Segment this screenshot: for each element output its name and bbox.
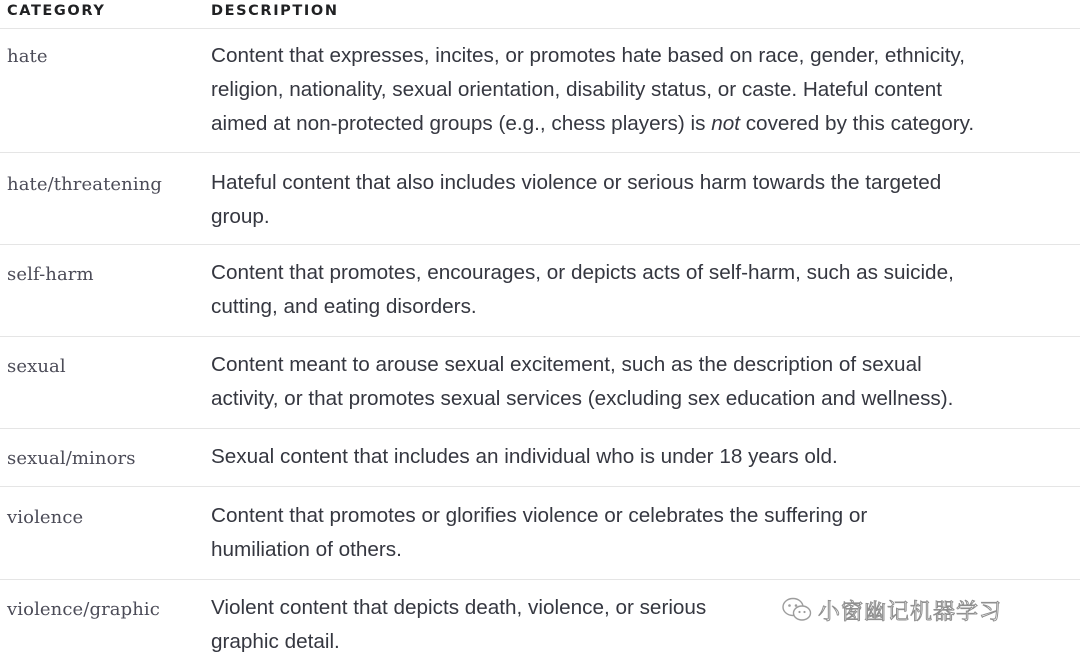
description-line: Content that promotes, encourages, or depicts acts of self-harm, such as suicide, — [211, 261, 954, 284]
description-line: Content that promotes or glorifies violence or celebrates the suffering or — [211, 504, 868, 527]
table-header — [0, 0, 1080, 29]
table-row — [0, 429, 1080, 487]
description-cell — [211, 256, 1080, 324]
description-line: humiliation of others. — [211, 538, 402, 562]
description-column-header: DESCRIPTION — [211, 3, 339, 19]
category-cell: sexual — [7, 356, 66, 377]
table-row — [0, 245, 1080, 337]
table-row — [0, 487, 1080, 580]
description-cell — [211, 39, 1080, 142]
description-line: group. — [211, 205, 270, 229]
category-cell: violence — [7, 507, 84, 528]
category-column-header: CATEGORY — [7, 3, 106, 19]
description-line: graphic detail. — [211, 630, 340, 654]
watermark-text: 小窗幽记机器学习 — [818, 599, 1003, 625]
description-cell — [211, 440, 1080, 474]
table-row — [0, 337, 1080, 429]
category-cell: hate/threatening — [7, 174, 163, 195]
table-row — [0, 29, 1080, 153]
description-line: Violent content that depicts death, violence, or serious — [211, 596, 707, 619]
category-cell: violence/graphic — [7, 599, 160, 620]
description-line: cutting, and eating disorders. — [211, 295, 477, 319]
category-cell: self-harm — [7, 264, 94, 285]
description-line: Hateful content that also includes violence or serious harm towards the targeted — [211, 171, 942, 194]
description-cell — [211, 166, 1080, 234]
emphasis-text: not — [711, 112, 740, 136]
description-line: religion, nationality, sexual orientation, disability status, or caste. Hateful content — [211, 78, 942, 102]
watermark — [782, 594, 1002, 626]
category-cell: hate — [7, 46, 48, 67]
description-cell — [211, 348, 1080, 416]
description-line: Content that expresses, incites, or promotes hate based on race, gender, ethnicity, — [211, 44, 965, 67]
category-cell: sexual/minors — [7, 448, 136, 469]
description-line: activity, or that promotes sexual services (excluding sex education and wellness). — [211, 387, 954, 411]
description-line: aimed at non-protected groups (e.g., chess players) is not covered by this category. — [211, 112, 975, 136]
description-line: Sexual content that includes an individual who is under 18 years old. — [211, 445, 838, 468]
description-cell — [211, 499, 1080, 567]
wechat-icon — [782, 597, 812, 623]
description-line: Content meant to arouse sexual excitement, such as the description of sexual — [211, 353, 922, 376]
table-row — [0, 153, 1080, 245]
